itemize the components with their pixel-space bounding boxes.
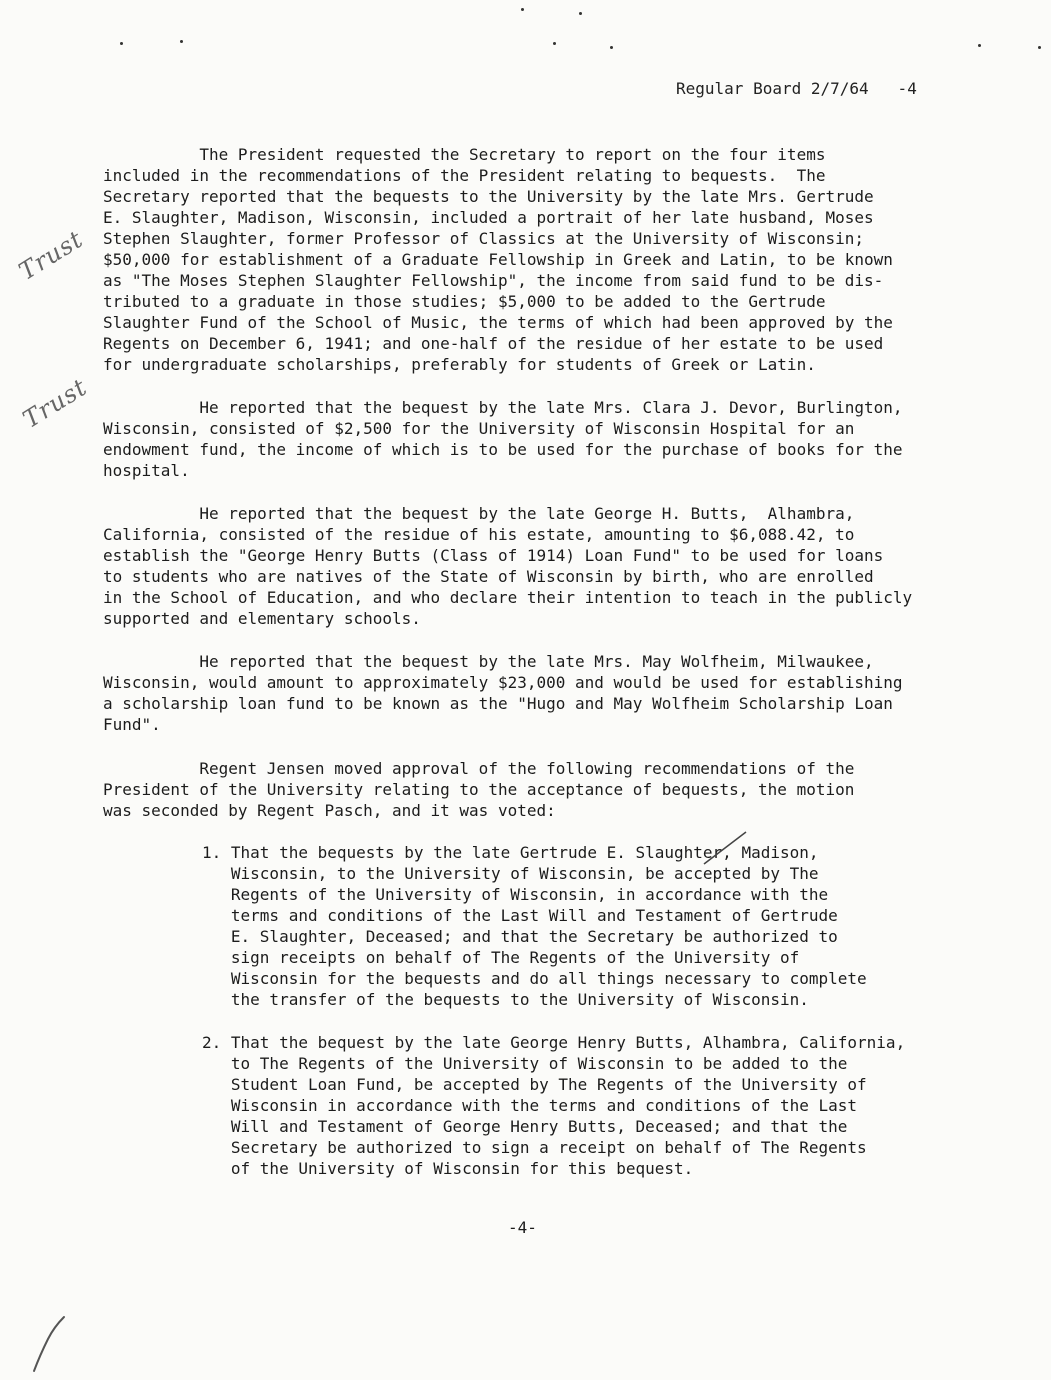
scan-speck (120, 42, 123, 45)
text-line: was seconded by Regent Pasch, and it was voted: (103, 801, 556, 820)
text-line: Regents on December 6, 1941; and one-half of the residue of her estate to be used (103, 334, 884, 353)
text-line: 2. That the bequest by the late George Henry Butts, Alhambra, California, (202, 1033, 906, 1052)
text-line: Wisconsin, would amount to approximately $23,000 and would be used for establishing (103, 673, 903, 692)
text-line: Wisconsin, consisted of $2,500 for the University of Wisconsin Hospital for an (103, 419, 855, 438)
text-line: Slaughter Fund of the School of Music, the terms of which had been approved by the (103, 313, 893, 332)
scan-speck (180, 40, 183, 43)
page-number: -4- (508, 1218, 537, 1237)
text-line: hospital. (103, 461, 190, 480)
scan-speck (610, 46, 613, 49)
text-line: of the University of Wisconsin for this bequest. (202, 1159, 694, 1178)
text-line: President of the University relating to the acceptance of bequests, the motion (103, 780, 855, 799)
text-line: as "The Moses Stephen Slaughter Fellowship", the income from said fund to be dis- (103, 271, 884, 290)
text-line: Regents of the University of Wisconsin, in accordance with the (202, 885, 829, 904)
text-line: Fund". (103, 715, 161, 734)
text-line: He reported that the bequest by the late Mrs. May Wolfheim, Milwaukee, (103, 652, 874, 671)
text-line: supported and elementary schools. (103, 609, 421, 628)
text-line: the transfer of the bequests to the University of Wisconsin. (202, 990, 809, 1009)
text-line: He reported that the bequest by the late George H. Butts, Alhambra, (103, 504, 855, 523)
text-line: The President requested the Secretary to report on the four items (103, 145, 826, 164)
text-line: Wisconsin in accordance with the terms and conditions of the Last (202, 1096, 858, 1115)
text-line: Secretary be authorized to sign a receipt on behalf of The Regents (202, 1138, 867, 1157)
text-line: He reported that the bequest by the late Mrs. Clara J. Devor, Burlington, (103, 398, 903, 417)
text-line: in the School of Education, and who declare their intention to teach in the publicly (103, 588, 913, 607)
text-line: Wisconsin, to the University of Wisconsin, be accepted by The (202, 864, 819, 883)
text-line: sign receipts on behalf of The Regents of the University of (202, 948, 800, 967)
page-header: Regular Board 2/7/64 -4 (676, 79, 917, 98)
text-line: tributed to a graduate in those studies; $5,000 to be added to the Gertrude (103, 292, 826, 311)
text-line: Secretary reported that the bequests to the University by the late Mrs. Gertrude (103, 187, 874, 206)
scan-speck (521, 8, 524, 11)
text-line: 1. That the bequests by the late Gertrude E. Slaughter, Madison, (202, 843, 819, 862)
text-line: E. Slaughter, Deceased; and that the Secretary be authorized to (202, 927, 838, 946)
scan-speck (579, 12, 582, 15)
scan-speck (553, 42, 556, 45)
text-line: Stephen Slaughter, former Professor of Classics at the University of Wisconsin; (103, 229, 864, 248)
text-line: endowment fund, the income of which is to be used for the purchase of books for the (103, 440, 903, 459)
scan-speck (978, 44, 981, 47)
text-line: to The Regents of the University of Wisconsin to be added to the (202, 1054, 848, 1073)
text-line: terms and conditions of the Last Will and Testament of Gertrude (202, 906, 838, 925)
text-line: for undergraduate scholarships, preferably for students of Greek or Latin. (103, 355, 816, 374)
check-mark-icon (30, 1315, 70, 1375)
text-line: Regent Jensen moved approval of the following recommendations of the (103, 759, 855, 778)
scan-speck (1038, 46, 1041, 49)
text-line: California, consisted of the residue of his estate, amounting to $6,088.42, to (103, 525, 855, 544)
text-line: Will and Testament of George Henry Butts, Deceased; and that the (202, 1117, 848, 1136)
text-line: $50,000 for establishment of a Graduate Fellowship in Greek and Latin, to be known (103, 250, 893, 269)
margin-note-trust: Trust (18, 372, 93, 434)
pen-tick-icon (700, 828, 750, 868)
margin-note-trust: Trust (14, 224, 89, 286)
text-line: to students who are natives of the State of Wisconsin by birth, who are enrolled (103, 567, 874, 586)
text-line: included in the recommendations of the President relating to bequests. The (103, 166, 826, 185)
text-line: Wisconsin for the bequests and do all things necessary to complete (202, 969, 867, 988)
text-line: a scholarship loan fund to be known as the "Hugo and May Wolfheim Scholarship Loan (103, 694, 893, 713)
text-line: establish the "George Henry Butts (Class of 1914) Loan Fund" to be used for loans (103, 546, 884, 565)
text-line: E. Slaughter, Madison, Wisconsin, included a portrait of her late husband, Moses (103, 208, 874, 227)
text-line: Student Loan Fund, be accepted by The Regents of the University of (202, 1075, 867, 1094)
